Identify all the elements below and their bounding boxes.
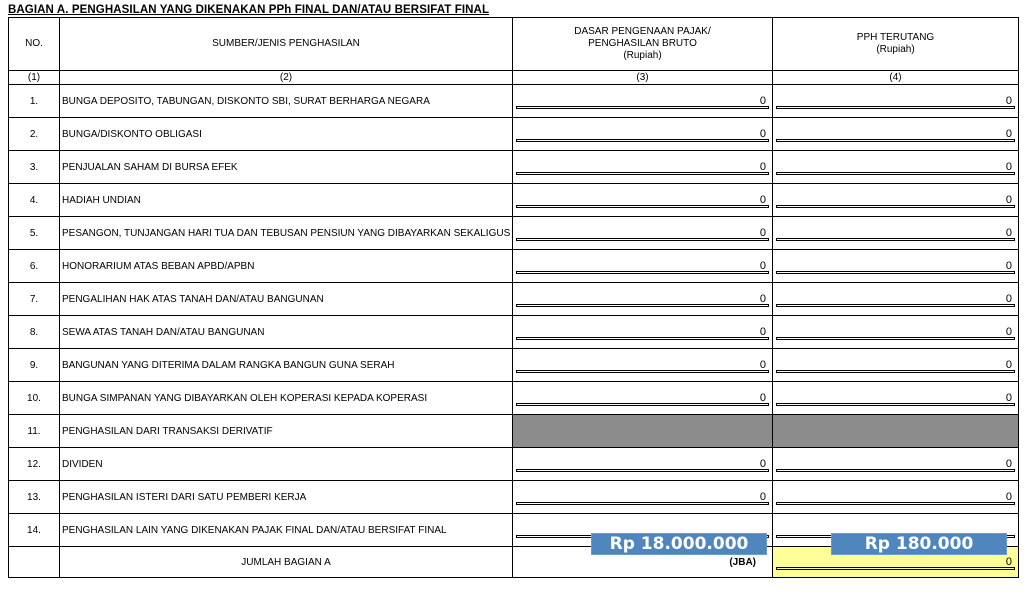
row-number: 11.: [9, 415, 60, 448]
table-row: [9, 316, 1019, 349]
pph-cell: [773, 250, 1019, 283]
dpp-cell: [513, 349, 773, 382]
row-source: BUNGA/DISKONTO OBLIGASI: [60, 118, 513, 151]
pph-input[interactable]: 0: [776, 337, 1015, 340]
pph-cell: [773, 184, 1019, 217]
row-source: BANGUNAN YANG DITERIMA DALAM RANGKA BANGUN GUNA SERAH: [60, 349, 513, 382]
row-source: HONORARIUM ATAS BEBAN APBD/APBN: [60, 250, 513, 283]
pph-input[interactable]: 0: [776, 469, 1015, 472]
row-number: 14.: [9, 514, 60, 547]
row-source: PENGHASILAN LAIN YANG DIKENAKAN PAJAK FINAL DAN/ATAU BERSIFAT FINAL: [60, 514, 513, 547]
dpp-cell: [513, 283, 773, 316]
dpp-cell: [513, 250, 773, 283]
row-number: 3.: [9, 151, 60, 184]
table-row: [9, 151, 1019, 184]
dpp-cell: [513, 85, 773, 118]
table-row: [9, 448, 1019, 481]
row-number: 1.: [9, 85, 60, 118]
row-number: 4.: [9, 184, 60, 217]
pph-cell: [773, 448, 1019, 481]
dpp-input[interactable]: 0: [516, 238, 769, 241]
pph-input[interactable]: 0: [776, 403, 1015, 406]
row-number: 13.: [9, 481, 60, 514]
row-number: 12.: [9, 448, 60, 481]
table-row: [9, 217, 1019, 250]
pph-input[interactable]: 0: [776, 139, 1015, 142]
dpp-cell: [513, 481, 773, 514]
dpp-input[interactable]: 0: [516, 172, 769, 175]
dpp-cell: [513, 184, 773, 217]
row-source: PENGHASILAN DARI TRANSAKSI DERIVATIF: [60, 415, 513, 448]
table-row: [9, 382, 1019, 415]
row-source: PENGHASILAN ISTERI DARI SATU PEMBERI KERJA: [60, 481, 513, 514]
dpp-cell: [513, 448, 773, 481]
header-dpp-line2: PENGHASILAN BRUTO: [588, 38, 697, 49]
row-number: 10.: [9, 382, 60, 415]
pph-input[interactable]: 0: [776, 271, 1015, 274]
pph-input[interactable]: 0: [776, 238, 1015, 241]
pph-cell: [773, 481, 1019, 514]
dpp-input[interactable]: 0: [516, 106, 769, 109]
dpp-input[interactable]: 0: [516, 139, 769, 142]
header-pph-unit: (Rupiah): [876, 44, 915, 55]
pph-input[interactable]: 0: [776, 502, 1015, 505]
row-number: 2.: [9, 118, 60, 151]
dpp-cell: [513, 217, 773, 250]
pph-cell: [773, 118, 1019, 151]
table-row: [9, 184, 1019, 217]
table-row: [9, 481, 1019, 514]
dpp-input[interactable]: 0: [516, 337, 769, 340]
row-number: 6.: [9, 250, 60, 283]
table-row: [9, 349, 1019, 382]
pph-cell: [773, 349, 1019, 382]
header-row: [9, 18, 1019, 71]
dpp-input[interactable]: 0: [516, 205, 769, 208]
dpp-cell: [513, 316, 773, 349]
table-row: [9, 85, 1019, 118]
dpp-cell: [513, 118, 773, 151]
dpp-input[interactable]: 0: [516, 304, 769, 307]
total-label: JUMLAH BAGIAN A: [60, 547, 513, 578]
table-row: [9, 283, 1019, 316]
pph-input[interactable]: 0: [776, 304, 1015, 307]
dpp-cell: [513, 382, 773, 415]
pph-input[interactable]: 0: [776, 205, 1015, 208]
pph-cell: [773, 151, 1019, 184]
header-pph-line1: PPH TERUTANG: [856, 32, 935, 43]
column-index: (2): [60, 71, 513, 85]
column-index: (1): [9, 71, 60, 85]
total-no-cell: [9, 547, 60, 578]
pph-cell: [773, 514, 1019, 554]
pph-input[interactable]: 0: [776, 172, 1015, 175]
row-number: 5.: [9, 217, 60, 250]
table-row: [9, 250, 1019, 283]
total-code: (JBA): [513, 547, 773, 578]
column-index-row: [9, 71, 1019, 85]
row-source: DIVIDEN: [60, 448, 513, 481]
row-source: PENJUALAN SAHAM DI BURSA EFEK: [60, 151, 513, 184]
row-number: 9.: [9, 349, 60, 382]
row-source: BUNGA SIMPANAN YANG DIBAYARKAN OLEH KOPERASI KEPADA KOPERASI: [60, 382, 513, 415]
dpp-input[interactable]: 0: [516, 469, 769, 472]
pph-input[interactable]: 0: [776, 106, 1015, 109]
pph-amount-overlay: Rp 180.000: [831, 533, 1007, 555]
row-source: SEWA ATAS TANAH DAN/ATAU BANGUNAN: [60, 316, 513, 349]
section-title: BAGIAN A. PENGHASILAN YANG DIKENAKAN PPh FINAL DAN/ATAU BERSIFAT FINAL: [8, 4, 490, 16]
dpp-input[interactable]: 0: [516, 271, 769, 274]
table-row: [9, 514, 1019, 547]
dpp-amount-overlay: Rp 18.000.000: [591, 533, 767, 555]
header-dpp-line1: DASAR PENGENAAN PAJAK/: [574, 26, 711, 37]
pph-cell: [773, 85, 1019, 118]
pph-input[interactable]: 0: [776, 370, 1015, 373]
dpp-cell-disabled: [513, 415, 773, 448]
column-index: (4): [773, 71, 1019, 85]
row-source: PESANGON, TUNJANGAN HARI TUA DAN TEBUSAN PENSIUN YANG DIBAYARKAN SEKALIGUS: [60, 217, 513, 250]
pph-cell: [773, 217, 1019, 250]
header-no: NO.: [9, 18, 60, 71]
column-index: (3): [513, 71, 773, 85]
table-row: [9, 415, 1019, 448]
row-source: HADIAH UNDIAN: [60, 184, 513, 217]
pph-cell-disabled: [773, 415, 1019, 448]
pph-cell: [773, 283, 1019, 316]
header-source: SUMBER/JENIS PENGHASILAN: [60, 18, 513, 71]
header-dpp-unit: (Rupiah): [623, 50, 662, 61]
row-number: 7.: [9, 283, 60, 316]
pph-cell: [773, 382, 1019, 415]
dpp-cell: [513, 151, 773, 184]
income-table: [8, 17, 1019, 578]
dpp-input[interactable]: 0: [516, 502, 769, 505]
row-source: PENGALIHAN HAK ATAS TANAH DAN/ATAU BANGUNAN: [60, 283, 513, 316]
dpp-input[interactable]: 0: [516, 370, 769, 373]
dpp-input[interactable]: 0: [516, 403, 769, 406]
table-row: [9, 118, 1019, 151]
row-source: BUNGA DEPOSITO, TABUNGAN, DISKONTO SBI, SURAT BERHARGA NEGARA: [60, 85, 513, 118]
row-number: 8.: [9, 316, 60, 349]
pph-cell: [773, 316, 1019, 349]
header-pph: [773, 18, 1019, 71]
header-dpp: [513, 18, 773, 71]
dpp-cell: [513, 514, 773, 554]
total-value-field[interactable]: 0: [776, 567, 1015, 570]
